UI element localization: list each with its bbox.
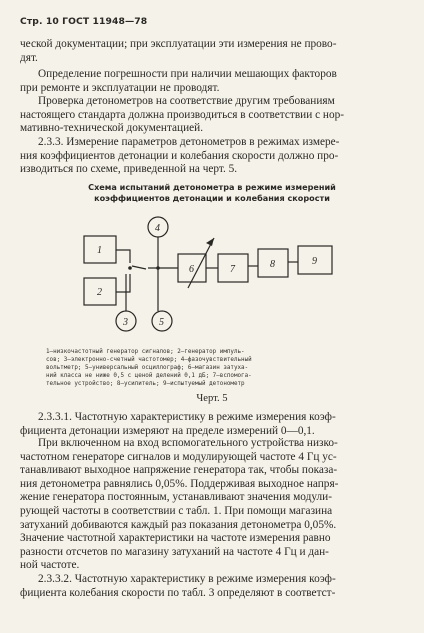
paragraph-1	[20, 38, 404, 65]
text-line: частотном генераторе сигналов и модулирующей частоте 4 Гц ус-	[20, 450, 337, 463]
wire-2	[116, 274, 130, 292]
paragraph-4	[20, 136, 404, 177]
label-4: 4	[155, 223, 160, 234]
paragraph-2	[20, 68, 404, 95]
text-line: изводиться по схеме, приведенной на черт. 5.	[20, 163, 238, 176]
text-line: 2.3.3. Измерение параметров детонометров в режимах измере-	[38, 136, 340, 148]
figure-legend	[46, 348, 386, 388]
legend-line: ний класса не ниже 0,5 с ценой делений 0,1 дБ; 7—вспомога-	[46, 373, 252, 380]
label-5: 5	[159, 317, 164, 328]
legend-line: вольтметр; 5—универсальный осциллограф; 6—магазин затуха-	[46, 365, 249, 372]
block-diagram	[0, 208, 424, 348]
legend-line: тельное устройство; 8—усилитель; 9—испытуемый детонометр	[46, 381, 245, 388]
figure-title-line: Схема испытаний детонометра в режиме измерений	[88, 182, 336, 192]
text-line: танавливают выходное напряжение генератора так, чтобы показа-	[20, 464, 338, 477]
text-line: фициента колебания скорости по табл. 3 определяют в соответст-	[20, 586, 336, 599]
figure-title	[0, 182, 424, 204]
text-line: настоящего стандарта должна производиться в соответствии с нор-	[20, 108, 345, 121]
text-line: ния коэффициентов детонации и колебания скорости должно про-	[20, 149, 339, 162]
label-3: 3	[123, 317, 128, 328]
label-2: 2	[97, 287, 102, 298]
text-line: жение генератора постоянным, устанавливают значения модули-	[20, 491, 332, 504]
text-line: затуханий добиваются каждый раз показания детонометра 0,05%.	[20, 518, 337, 531]
legend-line: 1—низкочастотный генератор сигналов; 2—генератор импуль-	[46, 349, 245, 355]
text-line: разности отсчетов по магазину затуханий на частоте 4 Гц и дан-	[20, 545, 329, 558]
text-line: ния детонометра равнялись 0,05%. Поддерживая выходное напря-	[20, 477, 339, 490]
paragraph-6	[20, 437, 404, 573]
junction-dot	[156, 266, 160, 270]
paragraph-3	[20, 95, 404, 136]
adjust-arrow	[188, 238, 214, 288]
text-line: ной частоте.	[20, 559, 80, 572]
label-8: 8	[270, 259, 275, 270]
paragraph-5	[20, 411, 404, 438]
switch-arm	[132, 266, 146, 269]
figure-caption: Черт. 5	[196, 393, 228, 404]
legend-line: сов; 3—электронно-счетный частотомер; 4—фазочувствительный	[46, 357, 252, 364]
text-line: при ремонте и эксплуатации не проводят.	[20, 81, 220, 94]
text-line: ческой документации; при эксплуатации эти измерения не прово-	[20, 38, 337, 50]
label-7: 7	[230, 264, 235, 275]
figure-title-line: коэффициентов детонации и колебания скорости	[94, 193, 330, 203]
label-9: 9	[312, 256, 317, 267]
paragraph-7	[20, 573, 404, 600]
text-line: 2.3.3.2. Частотную характеристику в режиме измерения коэф-	[38, 573, 336, 585]
switch-contact	[128, 266, 132, 270]
label-6: 6	[189, 264, 194, 275]
wire-1	[116, 250, 130, 263]
label-1: 1	[97, 245, 102, 256]
text-line: рующей частоты в соответствии с табл. 1. При помощи магазина	[20, 504, 333, 517]
text-line: Определение погрешности при наличии мешающих факторов	[38, 68, 337, 80]
adjust-arrow-head	[206, 238, 214, 246]
text-line: фициента детонации измеряют на пределе измерений 0—0,1.	[20, 424, 315, 437]
text-line: 2.3.3.1. Частотную характеристику в режиме измерения коэф-	[38, 411, 336, 423]
text-line: При включенном на вход вспомогательного устройства низко-	[38, 437, 338, 449]
text-line: Проверка детонометров на соответствие другим требованиям	[38, 95, 335, 107]
page-header: Стр. 10 ГОСТ 11948—78	[20, 16, 148, 27]
text-line: Значение частотной характеристики на частоте измерения равно	[20, 532, 331, 545]
text-line: мативно-технической документацией.	[20, 122, 204, 135]
text-line: дят.	[20, 51, 38, 64]
